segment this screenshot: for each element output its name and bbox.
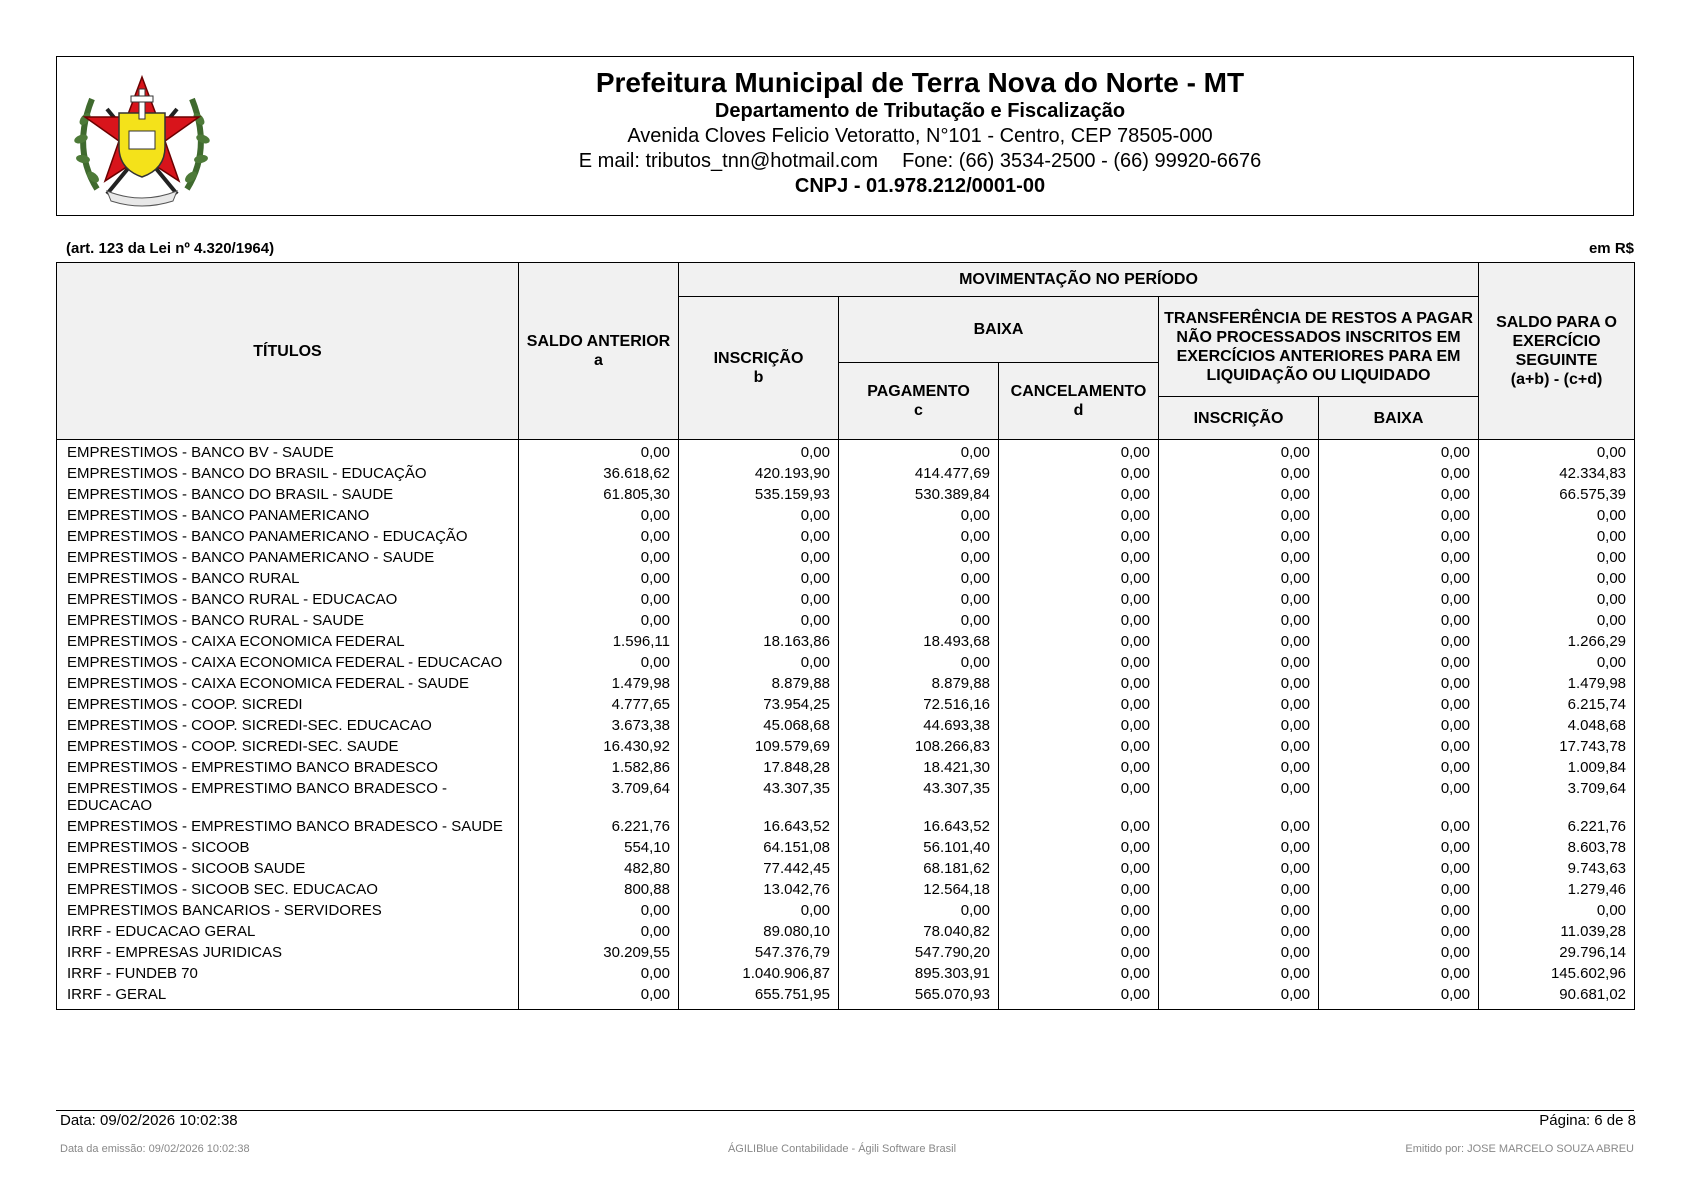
row-title-cell: IRRF - FUNDEB 70 [67,965,198,982]
row-value-cell: 0,00 [999,963,1159,984]
row-value-cell: 0,00 [1479,568,1635,589]
row-value-cell: 0,00 [999,547,1159,568]
row-title-cell: IRRF - EDUCACAO GERAL [67,923,256,940]
row-value-cell: 0,00 [999,440,1159,464]
row-value-cell: 109.579,69 [679,736,839,757]
header-cancelamento [999,363,1159,440]
row-value-cell: 45.068,68 [679,715,839,736]
row-value-cell: 8.879,88 [839,673,999,694]
row-title-cell: EMPRESTIMOS - COOP. SICREDI [67,696,303,713]
row-value-cell: 8.879,88 [679,673,839,694]
currency-label: em R$ [1588,240,1634,257]
row-value-cell: 0,00 [1159,879,1319,900]
table-row [57,610,1635,631]
row-value-cell: 0,00 [999,589,1159,610]
row-value-cell: 0,00 [679,900,839,921]
row-value-cell: 0,00 [1319,505,1479,526]
row-value-cell: 0,00 [999,526,1159,547]
row-title-cell: EMPRESTIMOS - BANCO RURAL - SAUDE [67,612,364,629]
row-value-cell: 0,00 [839,526,999,547]
row-title-cell: EMPRESTIMOS - SICOOB SAUDE [67,860,306,877]
row-value-cell: 0,00 [1159,505,1319,526]
row-value-cell: 0,00 [519,984,679,1010]
row-value-cell: 17.848,28 [679,757,839,778]
row-value-cell: 554,10 [519,837,679,858]
row-value-cell: 0,00 [1319,942,1479,963]
table-row [57,778,1635,816]
table-row [57,757,1635,778]
row-value-cell: 0,00 [1319,900,1479,921]
row-value-cell: 77.442,45 [679,858,839,879]
row-value-cell: 655.751,95 [679,984,839,1010]
table-row [57,484,1635,505]
row-value-cell: 0,00 [999,505,1159,526]
table-row [57,921,1635,942]
row-title-cell: EMPRESTIMOS - EMPRESTIMO BANCO BRADESCO - SAUDE [67,818,503,835]
row-value-cell: 0,00 [1159,778,1319,816]
row-value-cell: 800,88 [519,879,679,900]
header-transferencia-baixa: BAIXA [1319,397,1479,440]
row-value-cell: 0,00 [839,547,999,568]
header-saldo-seguinte-label: SALDO PARA O EXERCÍCIO SEGUINTE [1496,314,1617,369]
row-value-cell: 0,00 [1159,942,1319,963]
row-value-cell: 0,00 [1319,778,1479,816]
row-value-cell: 6.215,74 [1479,694,1635,715]
header-saldo-anterior-label: SALDO ANTERIOR [526,333,671,350]
row-value-cell: 6.221,76 [1479,816,1635,837]
table-row [57,631,1635,652]
row-value-cell: 29.796,14 [1479,942,1635,963]
row-value-cell: 0,00 [999,900,1159,921]
header-movimentacao: MOVIMENTAÇÃO NO PERÍODO [679,263,1479,297]
row-value-cell: 4.048,68 [1479,715,1635,736]
row-value-cell: 0,00 [999,921,1159,942]
footer-page-number: Página: 6 de 8 [1539,1112,1636,1129]
row-value-cell: 0,00 [999,984,1159,1010]
row-value-cell: 1.279,46 [1479,879,1635,900]
footer-software: ÁGILIBlue Contabilidade - Ágili Software Brasil [727,1143,957,1155]
row-value-cell: 0,00 [839,505,999,526]
row-value-cell: 0,00 [839,610,999,631]
row-title-cell: EMPRESTIMOS - BANCO DO BRASIL - EDUCAÇÃO [67,465,427,482]
row-value-cell: 0,00 [1319,858,1479,879]
row-value-cell: 0,00 [1159,921,1319,942]
row-value-cell: 64.151,08 [679,837,839,858]
row-value-cell: 1.582,86 [519,757,679,778]
row-value-cell: 0,00 [839,900,999,921]
header-transferencia-inscricao: INSCRIÇÃO [1159,397,1319,440]
row-value-cell: 18.421,30 [839,757,999,778]
row-value-cell: 18.163,86 [679,631,839,652]
row-value-cell: 0,00 [1319,610,1479,631]
row-value-cell: 0,00 [1319,547,1479,568]
row-value-cell: 0,00 [1479,547,1635,568]
row-title-cell: EMPRESTIMOS - BANCO DO BRASIL - SAUDE [67,486,394,503]
row-title-cell: EMPRESTIMOS - CAIXA ECONOMICA FEDERAL - EDUCACAO [67,654,503,671]
header-saldo-anterior-letter: a [594,352,603,369]
row-title-cell: EMPRESTIMOS - EMPRESTIMO BANCO BRADESCO - EDUCACAO [67,780,448,814]
row-value-cell: 0,00 [1319,673,1479,694]
header-box [56,56,1634,216]
row-value-cell: 1.596,11 [519,631,679,652]
table-row [57,942,1635,963]
row-value-cell: 0,00 [999,858,1159,879]
row-value-cell: 565.070,93 [839,984,999,1010]
row-value-cell: 17.743,78 [1479,736,1635,757]
row-value-cell: 0,00 [1479,610,1635,631]
row-value-cell: 530.389,84 [839,484,999,505]
row-value-cell: 0,00 [1319,736,1479,757]
header-saldo-seguinte-formula: (a+b) - (c+d) [1510,371,1603,388]
row-value-cell: 43.307,35 [839,778,999,816]
row-value-cell: 0,00 [1159,736,1319,757]
row-value-cell: 78.040,82 [839,921,999,942]
row-value-cell: 0,00 [1319,568,1479,589]
row-value-cell: 0,00 [519,963,679,984]
row-value-cell: 0,00 [1159,568,1319,589]
row-title-cell: EMPRESTIMOS BANCARIOS - SERVIDORES [67,902,382,919]
row-value-cell: 0,00 [1319,484,1479,505]
header-pagamento [839,363,999,440]
row-title-cell: EMPRESTIMOS - COOP. SICREDI-SEC. EDUCACAO [67,717,432,734]
footer-emitted-by: Emitido por: JOSE MARCELO SOUZA ABREU [1405,1143,1634,1155]
row-value-cell: 1.266,29 [1479,631,1635,652]
header-titulos: TÍTULOS [57,263,519,440]
row-value-cell: 0,00 [839,652,999,673]
row-value-cell: 8.603,78 [1479,837,1635,858]
row-title-cell: IRRF - EMPRESAS JURIDICAS [67,944,283,961]
row-value-cell: 0,00 [999,463,1159,484]
row-value-cell: 547.790,20 [839,942,999,963]
table-row [57,547,1635,568]
row-value-cell: 1.009,84 [1479,757,1635,778]
row-value-cell: 0,00 [1159,652,1319,673]
header-cancelamento-label: CANCELAMENTO [1010,383,1147,400]
row-value-cell: 0,00 [999,673,1159,694]
row-title-cell: EMPRESTIMOS - CAIXA ECONOMICA FEDERAL [67,633,405,650]
table-row [57,652,1635,673]
row-value-cell: 0,00 [1159,816,1319,837]
row-value-cell: 0,00 [999,778,1159,816]
row-value-cell: 72.516,16 [839,694,999,715]
row-value-cell: 0,00 [999,484,1159,505]
row-value-cell: 0,00 [1319,816,1479,837]
row-value-cell: 420.193,90 [679,463,839,484]
row-value-cell: 0,00 [1319,631,1479,652]
row-value-cell: 0,00 [1479,440,1635,464]
table-row [57,673,1635,694]
row-value-cell: 0,00 [1319,589,1479,610]
row-value-cell: 535.159,93 [679,484,839,505]
row-value-cell: 0,00 [999,736,1159,757]
row-value-cell: 0,00 [1159,694,1319,715]
row-value-cell: 13.042,76 [679,879,839,900]
contact-line [217,149,1623,174]
header-transferencia: TRANSFERÊNCIA DE RESTOS A PAGAR NÃO PROCESSADOS INSCRITOS EM EXERCÍCIOS ANTERIORES PARA EM LIQUIDAÇÃO OU LIQUIDADO [1159,297,1479,397]
header-cancelamento-letter: d [1073,402,1084,419]
table-row [57,879,1635,900]
row-value-cell: 11.039,28 [1479,921,1635,942]
header-inscricao [679,297,839,440]
row-value-cell: 0,00 [1159,610,1319,631]
header-pagamento-letter: c [914,402,923,419]
row-value-cell: 36.618,62 [519,463,679,484]
row-title-cell: EMPRESTIMOS - BANCO PANAMERICANO - SAUDE [67,549,435,566]
header-pagamento-label: PAGAMENTO [867,383,970,400]
row-title-cell: IRRF - GERAL [67,986,167,1003]
table-row [57,736,1635,757]
row-value-cell: 0,00 [999,652,1159,673]
row-title-cell: EMPRESTIMOS - BANCO RURAL [67,570,300,587]
table-row [57,963,1635,984]
row-value-cell: 6.221,76 [519,816,679,837]
row-value-cell: 89.080,10 [679,921,839,942]
row-value-cell: 0,00 [519,568,679,589]
law-reference: (art. 123 da Lei nº 4.320/1964) [66,240,275,257]
row-value-cell: 0,00 [1159,900,1319,921]
row-value-cell: 0,00 [519,921,679,942]
row-value-cell: 0,00 [1159,673,1319,694]
row-value-cell: 0,00 [1479,589,1635,610]
row-value-cell: 9.743,63 [1479,858,1635,879]
row-value-cell: 547.376,79 [679,942,839,963]
row-title-cell: EMPRESTIMOS - BANCO RURAL - EDUCACAO [67,591,398,608]
row-value-cell: 0,00 [1159,984,1319,1010]
table-row [57,715,1635,736]
row-value-cell: 0,00 [839,589,999,610]
row-value-cell: 16.643,52 [679,816,839,837]
row-value-cell: 482,80 [519,858,679,879]
row-value-cell: 0,00 [1319,715,1479,736]
row-value-cell: 0,00 [519,440,679,464]
footer-date: Data: 09/02/2026 10:02:38 [60,1112,238,1129]
row-title-cell: EMPRESTIMOS - BANCO PANAMERICANO [67,507,370,524]
table-row [57,505,1635,526]
row-value-cell: 73.954,25 [679,694,839,715]
row-value-cell: 0,00 [839,440,999,464]
header-text [217,67,1623,199]
row-value-cell: 0,00 [999,942,1159,963]
row-value-cell: 0,00 [519,589,679,610]
row-value-cell: 0,00 [679,610,839,631]
row-value-cell: 3.709,64 [519,778,679,816]
row-value-cell: 0,00 [519,652,679,673]
table-row [57,984,1635,1010]
row-title-cell: EMPRESTIMOS - COOP. SICREDI-SEC. SAUDE [67,738,399,755]
table-row [57,526,1635,547]
page-title: Prefeitura Municipal de Terra Nova do Norte - MT [595,67,1245,98]
row-value-cell: 0,00 [1479,900,1635,921]
footer-emission-date: Data da emissão: 09/02/2026 10:02:38 [60,1143,250,1155]
header-baixa: BAIXA [839,297,1159,363]
row-value-cell: 4.777,65 [519,694,679,715]
row-value-cell: 414.477,69 [839,463,999,484]
row-value-cell: 16.643,52 [839,816,999,837]
table-row [57,589,1635,610]
row-value-cell: 12.564,18 [839,879,999,900]
row-value-cell: 0,00 [1159,526,1319,547]
row-value-cell: 0,00 [999,568,1159,589]
row-value-cell: 3.673,38 [519,715,679,736]
row-value-cell: 43.307,35 [679,778,839,816]
row-value-cell: 0,00 [999,715,1159,736]
department-name: Departamento de Tributação e Fiscalização [714,100,1126,122]
row-value-cell: 0,00 [1319,837,1479,858]
header-saldo-seguinte [1479,263,1635,440]
row-value-cell: 0,00 [999,610,1159,631]
row-value-cell: 0,00 [1159,440,1319,464]
row-value-cell: 42.334,83 [1479,463,1635,484]
municipal-coat-of-arms-logo [67,69,217,209]
row-value-cell: 0,00 [839,568,999,589]
row-value-cell: 0,00 [679,526,839,547]
row-value-cell: 0,00 [679,652,839,673]
row-value-cell: 0,00 [1319,440,1479,464]
address: Avenida Cloves Felicio Vetoratto, N°101 - Centro, CEP 78505-000 [627,125,1213,147]
phone: Fone: (66) 3534-2500 - (66) 99920-6676 [902,150,1262,172]
row-value-cell: 0,00 [1319,526,1479,547]
row-value-cell: 0,00 [1319,694,1479,715]
row-value-cell: 0,00 [519,900,679,921]
row-value-cell: 0,00 [1479,652,1635,673]
footer-divider [56,1110,1634,1111]
row-value-cell: 0,00 [999,879,1159,900]
row-value-cell: 0,00 [1159,858,1319,879]
row-value-cell: 1.479,98 [1479,673,1635,694]
row-title-cell: EMPRESTIMOS - BANCO PANAMERICANO - EDUCAÇÃO [67,528,468,545]
row-value-cell: 895.303,91 [839,963,999,984]
row-value-cell: 68.181,62 [839,858,999,879]
row-value-cell: 0,00 [519,610,679,631]
table-row [57,837,1635,858]
row-value-cell: 0,00 [1159,837,1319,858]
table-row [57,568,1635,589]
row-value-cell: 0,00 [1159,963,1319,984]
table-row [57,463,1635,484]
row-value-cell: 0,00 [1159,631,1319,652]
row-value-cell: 3.709,64 [1479,778,1635,816]
row-value-cell: 0,00 [999,837,1159,858]
row-value-cell: 44.693,38 [839,715,999,736]
row-value-cell: 0,00 [1319,463,1479,484]
row-value-cell: 0,00 [1319,984,1479,1010]
row-value-cell: 0,00 [999,757,1159,778]
row-value-cell: 0,00 [519,526,679,547]
row-value-cell: 61.805,30 [519,484,679,505]
row-value-cell: 0,00 [1159,463,1319,484]
row-value-cell: 56.101,40 [839,837,999,858]
cnpj: CNPJ - 01.978.212/0001-00 [794,175,1046,197]
row-value-cell: 0,00 [679,568,839,589]
header-saldo-anterior [519,263,679,440]
report-table [56,262,1635,1010]
row-value-cell: 0,00 [1319,963,1479,984]
row-value-cell: 0,00 [1159,484,1319,505]
table-row [57,900,1635,921]
report-body [57,440,1635,1010]
row-value-cell: 16.430,92 [519,736,679,757]
row-value-cell: 90.681,02 [1479,984,1635,1010]
row-value-cell: 0,00 [1319,921,1479,942]
row-value-cell: 0,00 [1159,715,1319,736]
row-value-cell: 0,00 [1479,526,1635,547]
row-value-cell: 0,00 [1159,757,1319,778]
row-value-cell: 0,00 [679,440,839,464]
header-inscricao-letter: b [753,369,764,386]
table-row [57,816,1635,837]
row-value-cell: 0,00 [1159,589,1319,610]
row-value-cell: 0,00 [519,505,679,526]
row-value-cell: 0,00 [999,631,1159,652]
row-value-cell: 30.209,55 [519,942,679,963]
header-inscricao-label: INSCRIÇÃO [713,350,804,367]
row-value-cell: 0,00 [999,694,1159,715]
email: E mail: tributos_tnn@hotmail.com [578,150,879,172]
row-value-cell: 18.493,68 [839,631,999,652]
row-value-cell: 145.602,96 [1479,963,1635,984]
row-value-cell: 0,00 [1159,547,1319,568]
row-title-cell: EMPRESTIMOS - SICOOB [67,839,250,856]
table-row [57,440,1635,464]
row-value-cell: 0,00 [1319,652,1479,673]
row-title-cell: EMPRESTIMOS - SICOOB SEC. EDUCACAO [67,881,378,898]
row-value-cell: 1.040.906,87 [679,963,839,984]
row-value-cell: 0,00 [679,547,839,568]
row-value-cell: 66.575,39 [1479,484,1635,505]
table-row [57,858,1635,879]
row-title-cell: EMPRESTIMOS - BANCO BV - SAUDE [67,444,334,461]
row-value-cell: 1.479,98 [519,673,679,694]
row-value-cell: 0,00 [999,816,1159,837]
row-title-cell: EMPRESTIMOS - EMPRESTIMO BANCO BRADESCO [67,759,438,776]
row-value-cell: 108.266,83 [839,736,999,757]
row-value-cell: 0,00 [1319,757,1479,778]
row-value-cell: 0,00 [679,589,839,610]
table-row [57,694,1635,715]
row-value-cell: 0,00 [519,547,679,568]
row-value-cell: 0,00 [1319,879,1479,900]
row-value-cell: 0,00 [1479,505,1635,526]
row-value-cell: 0,00 [679,505,839,526]
row-title-cell: EMPRESTIMOS - CAIXA ECONOMICA FEDERAL - SAUDE [67,675,470,692]
